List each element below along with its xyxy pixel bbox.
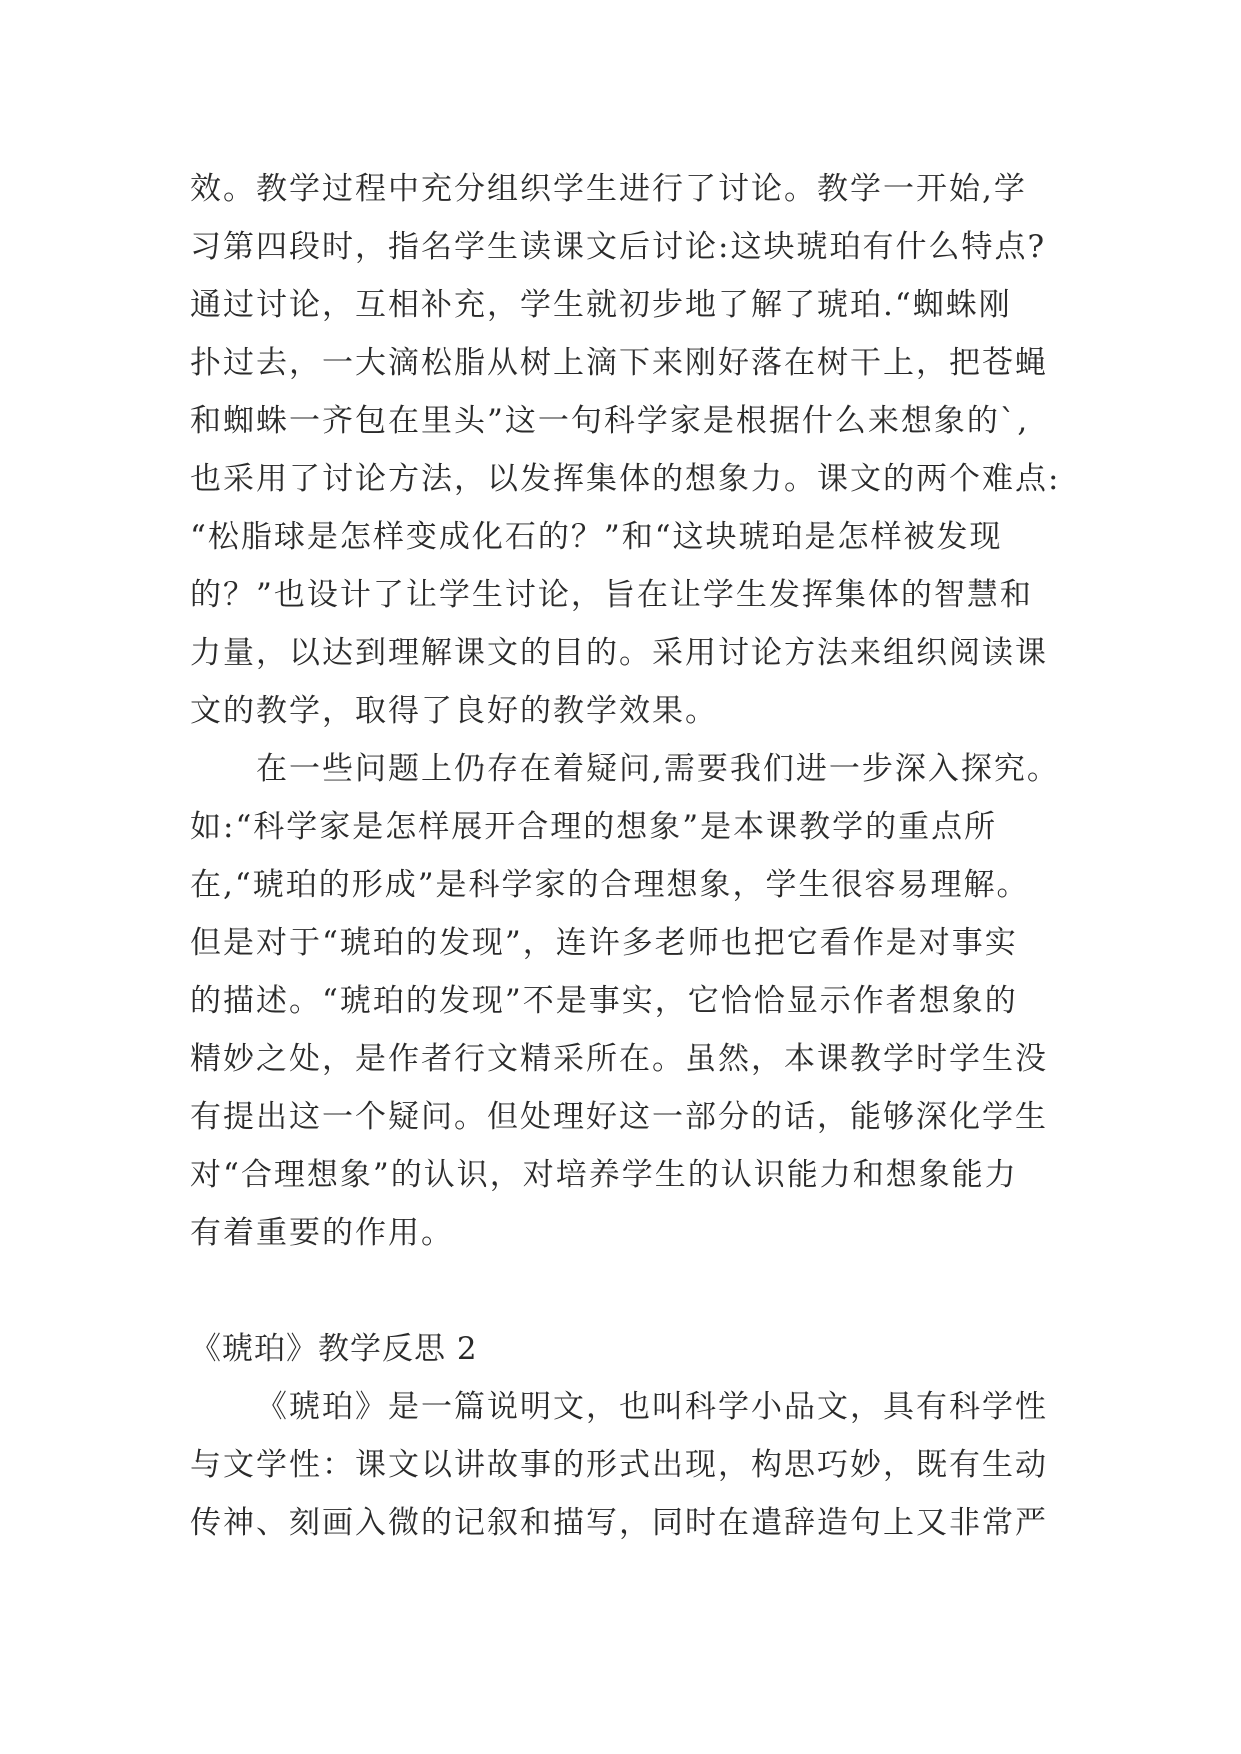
text-line: 的？”也设计了让学生讨论，旨在让学生发挥集体的智慧和 bbox=[190, 577, 1033, 613]
text-line: 和蜘蛛一齐包在里头”这一句科学家是根据什么来想象的`, bbox=[190, 403, 1030, 439]
text-line: 通过讨论，互相补充，学生就初步地了解了琥珀.“蜘蛛刚 bbox=[190, 287, 1012, 323]
text-line: 但是对于“琥珀的发现”，连许多老师也把它看作是对事实 bbox=[190, 925, 1018, 961]
text-line: 习第四段时，指名学生读课文后讨论:这块琥珀有什么特点? bbox=[190, 229, 1047, 265]
text-line: 在一些问题上仍存在着疑问,需要我们进一步深入探究。 bbox=[256, 751, 1060, 787]
text-line: 文的教学，取得了良好的教学效果。 bbox=[190, 693, 718, 729]
text-line: 力量，以达到理解课文的目的。采用讨论方法来组织阅读课 bbox=[190, 635, 1048, 671]
section-heading: 《琥珀》教学反思 2 bbox=[190, 1331, 478, 1367]
text-line: 精妙之处，是作者行文精采所在。虽然，本课教学时学生没 bbox=[190, 1041, 1048, 1077]
text-line: 有提出这一个疑问。但处理好这一部分的话，能够深化学生 bbox=[190, 1099, 1048, 1135]
paragraph-2 bbox=[190, 740, 1060, 1262]
document-body bbox=[190, 160, 1061, 1552]
text-line: 传神、刻画入微的记叙和描写，同时在遣辞造句上又非常严 bbox=[190, 1505, 1048, 1541]
text-line: 的描述。“琥珀的发现”不是事实，它恰恰显示作者想象的 bbox=[190, 983, 1018, 1019]
paragraph-1 bbox=[190, 160, 1061, 740]
text-line: 如:“科学家是怎样展开合理的想象”是本课教学的重点所 bbox=[190, 809, 998, 845]
paragraph-spacer bbox=[190, 1262, 1052, 1320]
text-line: 对“合理想象”的认识，对培养学生的认识能力和想象能力 bbox=[190, 1157, 1018, 1193]
text-line: 效。教学过程中充分组织学生进行了讨论。教学一开始,学 bbox=[190, 171, 1027, 207]
text-line: 扑过去，一大滴松脂从树上滴下来刚好落在树干上，把苍蝇 bbox=[190, 345, 1048, 381]
text-line: 《琥珀》是一篇说明文，也叫科学小品文，具有科学性 bbox=[256, 1389, 1048, 1425]
text-line: 也采用了讨论方法，以发挥集体的想象力。课文的两个难点: bbox=[190, 461, 1061, 497]
text-line: 有着重要的作用。 bbox=[190, 1215, 454, 1251]
text-line: 在,“琥珀的形成”是科学家的合理想象，学生很容易理解。 bbox=[190, 867, 1030, 903]
text-line: 与文学性：课文以讲故事的形式出现，构思巧妙，既有生动 bbox=[190, 1447, 1048, 1483]
text-line: “松脂球是怎样变成化石的？”和“这块琥珀是怎样被发现 bbox=[190, 519, 1003, 555]
paragraph-3 bbox=[190, 1378, 1052, 1552]
